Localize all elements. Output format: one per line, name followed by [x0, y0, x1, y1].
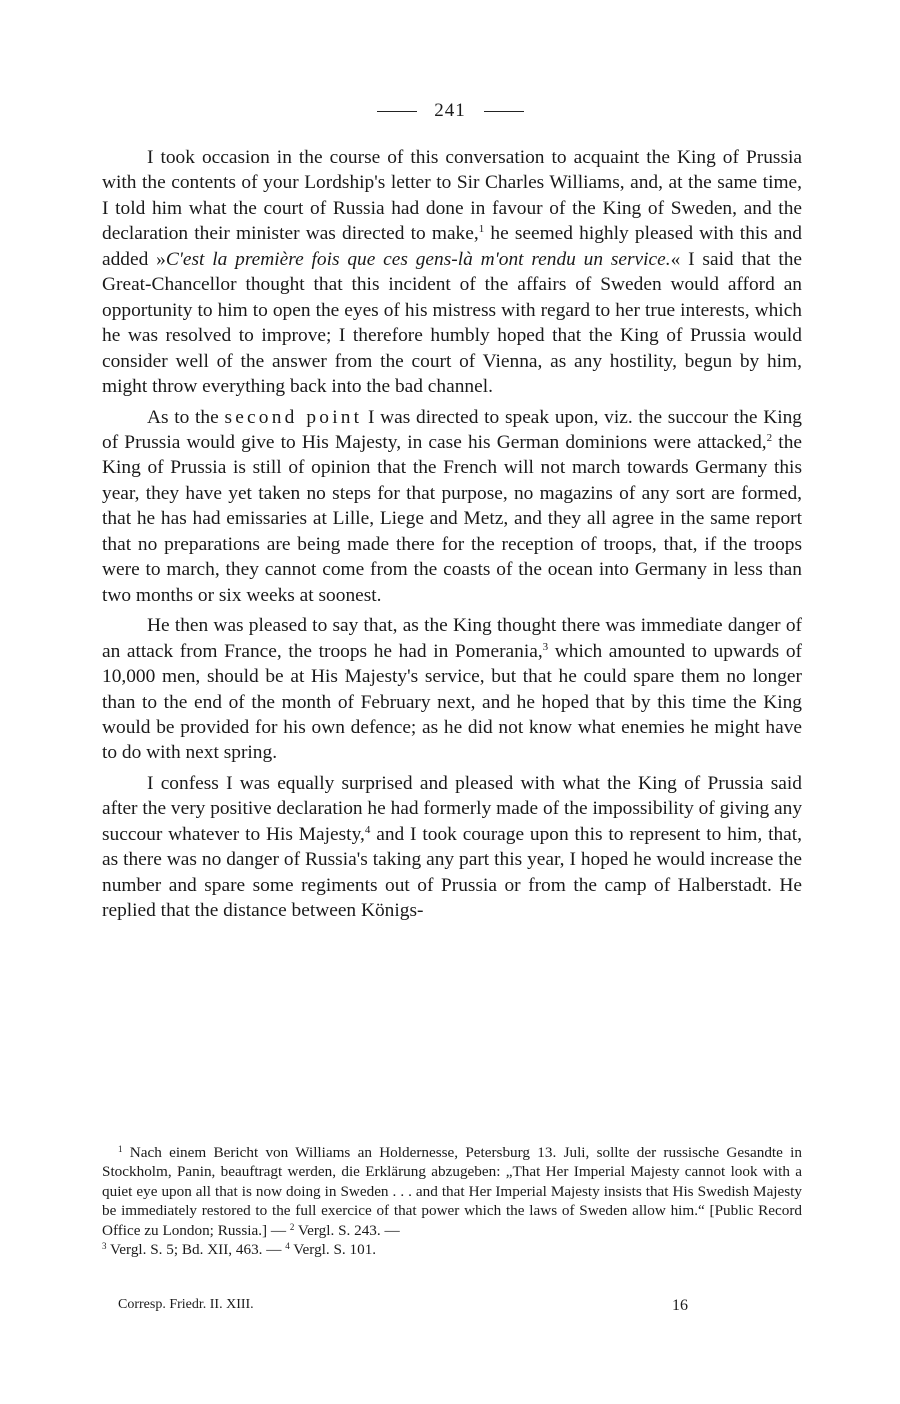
footnote-ref-3: 3	[542, 640, 549, 653]
paragraph-3-text-b: which amounted to upwards of 10,000 men, should be at His Majesty's service, but that he could spare them no longer than to the end of the month of February next, and he hoped that by this time the King would be provided for his own defence; as he did not know what enemies he might have to do with next spring.	[102, 640, 802, 764]
footnote-ref-4: 4	[364, 823, 371, 836]
footnote-2-text: Vergl. S. 243. —	[294, 1221, 400, 1239]
paragraph-4	[102, 771, 802, 924]
footnote-mark-4: 4	[285, 1241, 290, 1252]
signature-mark: 16	[672, 1297, 688, 1314]
paragraph-3	[102, 613, 802, 766]
french-quote: C'est la première fois que ces gens-là m'ont rendu un service.	[165, 248, 671, 270]
page-header	[0, 100, 900, 122]
paragraph-2-text-a: As to the	[147, 406, 225, 428]
page-number: 241	[434, 100, 466, 121]
header-rule-left	[377, 111, 417, 112]
paragraph-1-text-b: he seemed highly pleased with this and added »	[102, 223, 802, 270]
footnote-ref-1: 1	[478, 223, 485, 236]
spaced-emphasis: second point	[224, 406, 363, 428]
paragraph-4-text-b: and I took courage upon this to represent to him, that, as there was no danger of Russia's taking any part this year, I hoped he would increase the number and spare some regiments out of Prussia or from the camp of Halberstadt. He replied that the distance between Königs-	[102, 823, 802, 922]
paragraph-1-text-a: I took occasion in the course of this conversation to acquaint the King of Prussia with the contents of your Lordship's letter to Sir Charles Williams, and, at the same time, I told him what the court of Russia had done in favour of the King of Sweden, and the declaration their minister was directed to make,	[102, 147, 802, 245]
paragraph-1	[102, 145, 802, 400]
footnote-mark-3: 3	[102, 1241, 107, 1252]
source-line: Corresp. Friedr. II. XIII.	[118, 1297, 254, 1312]
header-rule-right	[484, 111, 524, 112]
paragraph-2	[102, 405, 802, 609]
main-text	[102, 145, 802, 929]
footnote-block	[102, 1143, 802, 1259]
footnote-3-text: Vergl. S. 5; Bd. XII, 463. —	[106, 1241, 286, 1259]
footnote-4-text: Vergl. S. 101.	[289, 1241, 377, 1259]
footnote-ref-2: 2	[766, 431, 773, 444]
footnote-mark-1: 1	[118, 1144, 123, 1154]
paragraph-2-text-c: the King of Prussia is still of opinion that the French will not march towards Germany this year, they have yet taken no steps for that purpose, no magazins of any sort are formed, that he has had emissaries at Lille, Liege and Metz, and they all agree in the same report that no preparations are being made there for the reception of troops, that, if the troops were to march, they cannot come from the coasts of the ocean into Germany in less than two months or six weeks at soonest.	[102, 431, 803, 606]
paragraph-4-text-a: I confess I was equally surprised and pleased with what the King of Prussia said after the very positive declaration he had formerly made of the impossibility of giving any succour whatever to His Majesty,	[102, 772, 803, 845]
footnote-1-text: Nach einem Bericht von Williams an Holdernesse, Petersburg 13. Juli, sollte der russische Gesandte in Stockholm, Panin, beauftragt werden, die Erklärung abzugeben: „That Her Imperial Majesty cannot look with a quiet eye upon all that is now doing in Sweden . . . and that Her Imperial Majesty insists that His Swedish Majesty be immediately restored to the full exercice of that power which the laws of Sweden allow him.“ [Public Record Office zu London; Russia.] —	[102, 1144, 802, 1239]
paragraph-3-text-a: He then was pleased to say that, as the King thought there was immediate danger of an attack from France, the troops he had in Pomerania,	[102, 615, 802, 662]
footnote-mark-2: 2	[289, 1221, 295, 1232]
page-footer	[118, 1297, 688, 1315]
paragraph-2-text-b: I was directed to speak upon, viz. the succour the King of Prussia would give to His Majesty, in case his German dominions were attacked,	[102, 406, 802, 453]
paragraph-1-text-c: « I said that the Great-Chancellor thought that this incident of the affairs of Sweden would afford an opportunity to him to open the eyes of his mistress with regard to her true interests, which he was resolved to improve; I therefore humbly hoped that the King of Prussia would consider well of the answer from the court of Vienna, as any hostility, begun by him, might throw everything back into the bad channel.	[102, 248, 803, 398]
footnotes	[102, 1143, 802, 1259]
